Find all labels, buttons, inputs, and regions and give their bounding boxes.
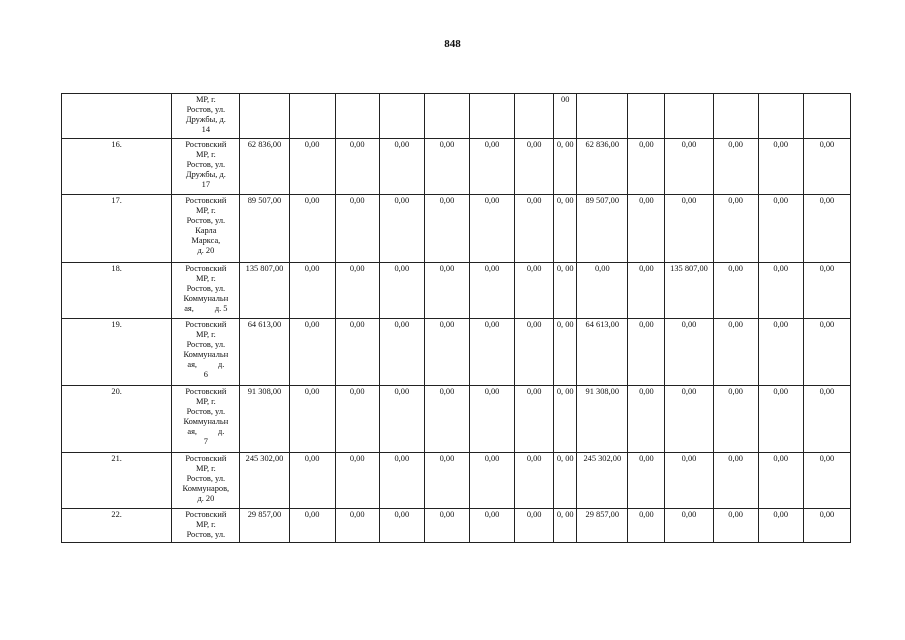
value-cell-col-4: 0,00: [379, 263, 424, 319]
value-cell-col-5: 0,00: [424, 319, 469, 386]
address-line: Ростовский: [185, 264, 227, 273]
address-line: Коммунальн: [183, 294, 229, 303]
value-cell-col-12: 0,00: [713, 139, 758, 195]
value-cell-col-11: 0,00: [665, 509, 713, 543]
value-cell-col-4: 0,00: [379, 509, 424, 543]
row-number: 16.: [62, 139, 172, 195]
address-cell: [172, 453, 240, 509]
table-row: [62, 263, 851, 319]
value-cell-col-13: 0,00: [758, 453, 803, 509]
value-cell-col-1: 64 613,00: [240, 319, 289, 386]
value-cell-col-12: 0,00: [713, 386, 758, 453]
row-number: 22.: [62, 509, 172, 543]
address-line: Ростов, ул.: [186, 284, 226, 293]
value-cell-col-9: [577, 94, 628, 139]
value-cell-col-12: 0,00: [713, 453, 758, 509]
value-cell-col-1: 135 807,00: [240, 263, 289, 319]
row-number: 17.: [62, 195, 172, 263]
value-cell-col-11: 135 807,00: [665, 263, 713, 319]
value-cell-col-13: 0,00: [758, 386, 803, 453]
value-cell-col-5: 0,00: [424, 195, 469, 263]
value-cell-col-9: 64 613,00: [577, 319, 628, 386]
value-cell-col-10: 0,00: [628, 509, 665, 543]
value-cell-col-5: 0,00: [424, 263, 469, 319]
table-row: [62, 509, 851, 543]
value-cell-col-14: 0,00: [803, 319, 850, 386]
value-cell-col-4: 0,00: [379, 319, 424, 386]
value-cell-col-14: 0,00: [803, 139, 850, 195]
value-cell-col-11: 0,00: [665, 139, 713, 195]
address-line: МР, г.: [195, 95, 216, 104]
address-line: 17: [201, 180, 211, 189]
address-line: Коммунальн: [183, 350, 229, 359]
value-cell-col-11: 0,00: [665, 453, 713, 509]
value-cell-col-9: 29 857,00: [577, 509, 628, 543]
value-cell-col-14: 0,00: [803, 263, 850, 319]
value-cell-col-2: 0,00: [289, 509, 335, 543]
address-line: МР, г.: [195, 520, 216, 529]
value-cell-col-12: 0,00: [713, 263, 758, 319]
value-cell-col-12: 0,00: [713, 195, 758, 263]
value-cell-col-3: 0,00: [335, 509, 379, 543]
address-line: 14: [201, 125, 211, 134]
value-cell-col-1: 91 308,00: [240, 386, 289, 453]
value-cell-col-8: 0, 00: [554, 453, 577, 509]
value-cell-col-9: 62 836,00: [577, 139, 628, 195]
table-row: [62, 453, 851, 509]
value-cell-col-6: [469, 94, 514, 139]
address-line: ая, д.: [187, 427, 225, 436]
value-cell-col-8: 0, 00: [554, 195, 577, 263]
address-line: Ростов, ул.: [186, 105, 226, 114]
value-cell-col-14: 0,00: [803, 195, 850, 263]
row-number: 19.: [62, 319, 172, 386]
row-number: 20.: [62, 386, 172, 453]
value-cell-col-10: 0,00: [628, 263, 665, 319]
value-cell-col-14: [803, 94, 850, 139]
value-cell-col-5: 0,00: [424, 509, 469, 543]
address-line: МР, г.: [195, 397, 216, 406]
table-row: [62, 139, 851, 195]
row-number: 21.: [62, 453, 172, 509]
value-cell-col-3: 0,00: [335, 319, 379, 386]
value-cell-col-5: [424, 94, 469, 139]
address-line: Дружбы, д.: [185, 170, 226, 179]
address-line: Коммунаров,: [182, 484, 230, 493]
value-cell-col-10: 0,00: [628, 139, 665, 195]
value-cell-col-6: 0,00: [469, 195, 514, 263]
table-row: [62, 319, 851, 386]
address-line: Карла: [195, 226, 217, 235]
address-cell: [172, 509, 240, 543]
value-cell-col-13: 0,00: [758, 263, 803, 319]
address-line: д. 20: [197, 246, 215, 255]
value-cell-col-7: [515, 94, 554, 139]
value-cell-col-7: 0,00: [515, 319, 554, 386]
table-body: [62, 94, 851, 543]
value-cell-col-8: 0, 00: [554, 386, 577, 453]
value-cell-col-7: 0,00: [515, 195, 554, 263]
address-line: ая, д. 5: [184, 304, 228, 313]
address-line: МР, г.: [195, 150, 216, 159]
value-cell-col-2: [289, 94, 335, 139]
value-cell-col-5: 0,00: [424, 386, 469, 453]
value-cell-col-4: 0,00: [379, 453, 424, 509]
value-cell-col-1: 62 836,00: [240, 139, 289, 195]
address-line: Ростов, ул.: [186, 340, 226, 349]
value-cell-col-11: 0,00: [665, 195, 713, 263]
address-line: Ростовский: [185, 140, 227, 149]
value-cell-col-13: 0,00: [758, 195, 803, 263]
value-cell-col-2: 0,00: [289, 263, 335, 319]
address-cell: [172, 94, 240, 139]
address-line: Ростов, ул.: [186, 407, 226, 416]
value-cell-col-13: 0,00: [758, 319, 803, 386]
value-cell-col-12: 0,00: [713, 509, 758, 543]
data-table: [61, 93, 851, 543]
value-cell-col-3: 0,00: [335, 195, 379, 263]
address-line: Ростов, ул.: [186, 530, 226, 539]
value-cell-col-5: 0,00: [424, 453, 469, 509]
value-cell-col-8: 0, 00: [554, 139, 577, 195]
value-cell-col-6: 0,00: [469, 453, 514, 509]
value-cell-col-6: 0,00: [469, 386, 514, 453]
address-line: Ростовский: [185, 196, 227, 205]
value-cell-col-6: 0,00: [469, 509, 514, 543]
value-cell-col-8: 00: [554, 94, 577, 139]
value-cell-col-2: 0,00: [289, 453, 335, 509]
value-cell-col-8: 0, 00: [554, 509, 577, 543]
address-line: Ростов, ул.: [186, 216, 226, 225]
value-cell-col-11: 0,00: [665, 319, 713, 386]
value-cell-col-4: [379, 94, 424, 139]
value-cell-col-8: 0, 00: [554, 263, 577, 319]
address-line: Маркса,: [191, 236, 221, 245]
value-cell-col-10: [628, 94, 665, 139]
row-number: 18.: [62, 263, 172, 319]
address-line: Ростовский: [185, 387, 227, 396]
value-cell-col-1: 245 302,00: [240, 453, 289, 509]
value-cell-col-6: 0,00: [469, 319, 514, 386]
value-cell-col-9: 245 302,00: [577, 453, 628, 509]
value-cell-col-3: [335, 94, 379, 139]
address-cell: [172, 386, 240, 453]
value-cell-col-9: 91 308,00: [577, 386, 628, 453]
value-cell-col-12: [713, 94, 758, 139]
address-line: МР, г.: [195, 330, 216, 339]
address-line: 6: [203, 370, 208, 379]
value-cell-col-4: 0,00: [379, 195, 424, 263]
value-cell-col-13: 0,00: [758, 509, 803, 543]
value-cell-col-3: 0,00: [335, 453, 379, 509]
value-cell-col-10: 0,00: [628, 453, 665, 509]
address-cell: [172, 195, 240, 263]
value-cell-col-1: [240, 94, 289, 139]
value-cell-col-2: 0,00: [289, 386, 335, 453]
value-cell-col-1: 29 857,00: [240, 509, 289, 543]
address-line: 7: [203, 437, 208, 446]
value-cell-col-1: 89 507,00: [240, 195, 289, 263]
value-cell-col-14: 0,00: [803, 453, 850, 509]
value-cell-col-11: [665, 94, 713, 139]
address-line: Ростовский: [185, 454, 227, 463]
address-line: МР, г.: [195, 274, 216, 283]
value-cell-col-3: 0,00: [335, 386, 379, 453]
row-number: [62, 94, 172, 139]
address-line: МР, г.: [195, 464, 216, 473]
value-cell-col-6: 0,00: [469, 139, 514, 195]
address-line: Ростов, ул.: [186, 474, 226, 483]
value-cell-col-13: [758, 94, 803, 139]
value-cell-col-10: 0,00: [628, 195, 665, 263]
address-line: Ростов, ул.: [186, 160, 226, 169]
value-cell-col-9: 0,00: [577, 263, 628, 319]
value-cell-col-2: 0,00: [289, 319, 335, 386]
value-cell-col-4: 0,00: [379, 386, 424, 453]
value-cell-col-10: 0,00: [628, 319, 665, 386]
table-row: [62, 94, 851, 139]
address-line: Ростовский: [185, 320, 227, 329]
page-number: 848: [444, 38, 461, 50]
value-cell-col-13: 0,00: [758, 139, 803, 195]
address-line: д. 20: [197, 494, 215, 503]
address-cell: [172, 263, 240, 319]
table-row: [62, 195, 851, 263]
value-cell-col-5: 0,00: [424, 139, 469, 195]
address-cell: [172, 319, 240, 386]
address-cell: [172, 139, 240, 195]
value-cell-col-7: 0,00: [515, 263, 554, 319]
value-cell-col-2: 0,00: [289, 195, 335, 263]
value-cell-col-7: 0,00: [515, 453, 554, 509]
value-cell-col-3: 0,00: [335, 139, 379, 195]
value-cell-col-3: 0,00: [335, 263, 379, 319]
value-cell-col-7: 0,00: [515, 386, 554, 453]
address-line: Ростовский: [185, 510, 227, 519]
value-cell-col-6: 0,00: [469, 263, 514, 319]
value-cell-col-8: 0, 00: [554, 319, 577, 386]
value-cell-col-12: 0,00: [713, 319, 758, 386]
value-cell-col-2: 0,00: [289, 139, 335, 195]
table-row: [62, 386, 851, 453]
value-cell-col-9: 89 507,00: [577, 195, 628, 263]
value-cell-col-7: 0,00: [515, 509, 554, 543]
address-line: Коммунальн: [183, 417, 229, 426]
address-line: МР, г.: [195, 206, 216, 215]
value-cell-col-10: 0,00: [628, 386, 665, 453]
value-cell-col-7: 0,00: [515, 139, 554, 195]
value-cell-col-14: 0,00: [803, 386, 850, 453]
address-line: ая, д.: [187, 360, 225, 369]
address-line: Дружбы, д.: [185, 115, 226, 124]
value-cell-col-4: 0,00: [379, 139, 424, 195]
value-cell-col-11: 0,00: [665, 386, 713, 453]
value-cell-col-14: 0,00: [803, 509, 850, 543]
